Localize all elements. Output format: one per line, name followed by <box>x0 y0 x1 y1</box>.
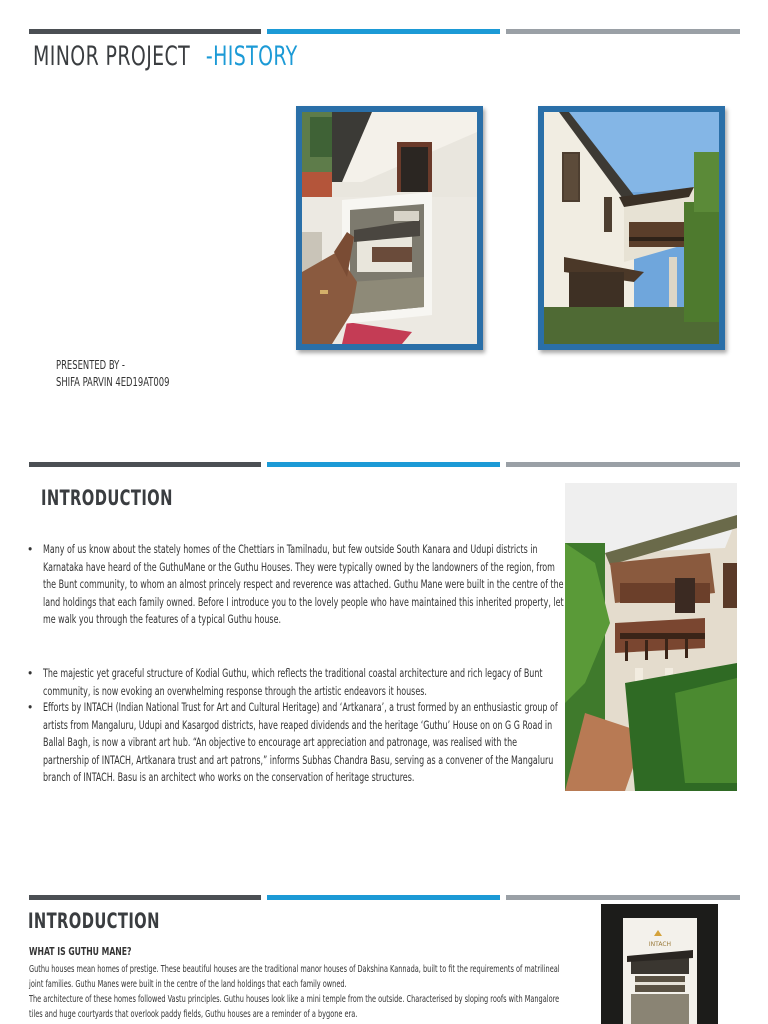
presenter-label: PRESENTED BY - <box>56 358 125 372</box>
paragraph-definition: Guthu houses mean homes of prestige. These beautiful houses are the traditional manor houses of Dakshina Kannada, built to fit the requirements of matrilineal joint families. Guthu Manes were built in the centre of the land holdings that each family owned. <box>29 964 560 990</box>
header-bar-blue <box>267 29 500 34</box>
photo-book-in-hand <box>296 106 483 350</box>
bullet-text: • Many of us know about the stately homes of the Chettiars in Tamilnadu, but few outside South Kanara and Udupi districts in Karnataka have heard of the GuthuMane or the Guthu Houses. They were typically owned by the landowners of the region, from the Bunt community, to whom an almost princely respect and reverence was attached. Guthu Mane were built in the centre of the land holdings that each family owned. Before I introduce you to the lovely people who have maintained this inherited property, let me walk you through the features of a typical Guthu house. <box>43 542 564 627</box>
bullet-text: • The majestic yet graceful structure of Kodial Guthu, which reflects the traditional coastal architecture and rich legacy of Bunt community, is now evoking an overwhelming response through the artistic endeavors it houses. <box>43 666 543 698</box>
header-bar-dark <box>29 29 261 34</box>
header-bar-dark <box>29 462 261 467</box>
photo-intach-book <box>601 904 718 1024</box>
presenter-name: SHIFA PARVIN 4ED19AT009 <box>56 375 170 389</box>
header-bar-dark <box>29 895 261 900</box>
title-accent: -HISTORY <box>205 41 298 72</box>
section-title: INTRODUCTION <box>41 486 173 510</box>
photo-house-exterior <box>538 106 725 350</box>
illustration-guthu-house <box>565 483 737 791</box>
paragraph-architecture: The architecture of these homes followed Vastu principles. Guthu houses look like a mini temple from the outside. Characterised by sloping roofs with Mangalore tiles and huge courtyards that overlook paddy fields, Guthu houses are a reminder of a bygone era. <box>29 994 560 1020</box>
header-bar-gray <box>506 462 740 467</box>
intro-bullet-list <box>24 541 564 787</box>
presenter-info <box>56 357 169 391</box>
book-cover-text: INTACH <box>648 941 672 948</box>
page-title <box>33 40 298 74</box>
list-item <box>24 665 564 699</box>
bullet-text: • Efforts by INTACH (Indian National Trust for Art and Cultural Heritage) and ‘Artkanara’, a trust formed by an enthusiastic group of artists from Mangaluru, Udupi and Kasargod districts, have reaped dividends and the heritage ‘Guthu’ House on on G G Road in Ballal Bagh, is now a vibrant art hub. “An objective to encourage art appreciation and patronage, was realised with the partnership of INTACH, Artkanara trust and art patrons,” informs Subhas Chandra Basu, serving as a convener of the Mangaluru branch of INTACH. Basu is an architect who works on the conservation of heritage structures. <box>43 700 558 785</box>
title-main: MINOR PROJECT <box>33 41 191 72</box>
question-heading: WHAT IS GUTHU MANE? <box>29 945 132 958</box>
section-title: INTRODUCTION <box>28 909 160 933</box>
header-bar-gray <box>506 29 740 34</box>
header-bar-gray <box>506 895 740 900</box>
header-bar-blue <box>267 895 500 900</box>
list-item <box>24 699 564 787</box>
header-bar-blue <box>267 462 500 467</box>
list-item <box>24 541 564 665</box>
